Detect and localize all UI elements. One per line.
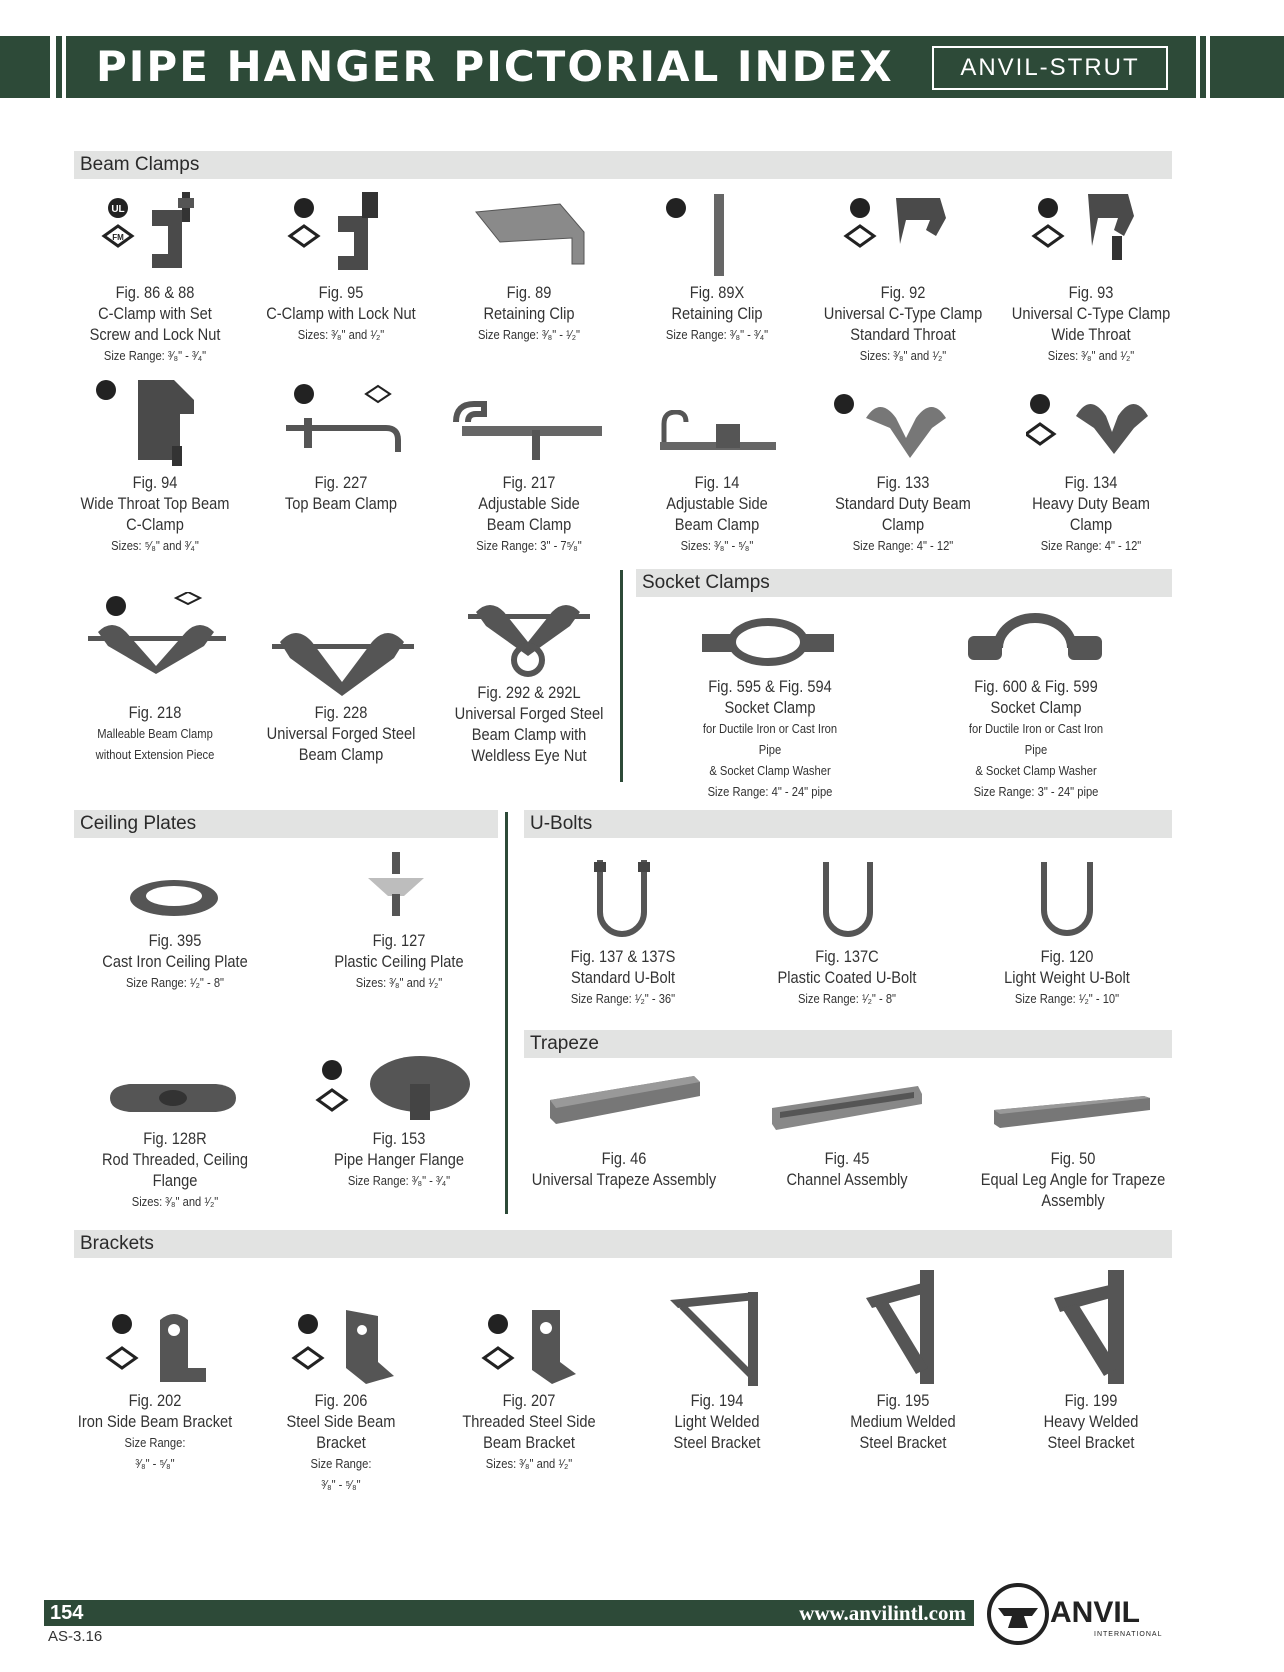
fig-600-caption: Fig. 600 & Fig. 599 Socket Clamp for Ductile Iron or Cast Iron Pipe & Socket Clamp Washer Size Range: 3" - 24" pipe bbox=[968, 677, 1104, 799]
fig-207-caption: Fig. 207 Threaded Steel Side Beam Bracket Sizes: ³⁄₈" and ¹⁄₂" bbox=[462, 1391, 596, 1471]
rod-threaded-ceiling-flange-image bbox=[106, 1080, 240, 1116]
banner-stripe bbox=[62, 36, 66, 98]
fig-14-caption: Fig. 14 Adjustable Side Beam Clamp Sizes: ³⁄₈" - ⁵⁄₈" bbox=[666, 473, 768, 553]
fig-199-caption: Fig. 199 Heavy Welded Steel Bracket bbox=[1043, 1391, 1139, 1452]
standard-u-bolt-image bbox=[590, 856, 654, 942]
svg-text:ANVIL: ANVIL bbox=[1050, 1596, 1140, 1629]
section-header-socket-clamps: Socket Clamps bbox=[636, 569, 1172, 597]
retaining-clip-image bbox=[468, 202, 588, 268]
universal-forged-steel-beam-clamp-image bbox=[268, 624, 418, 700]
fig-127-caption: Fig. 127 Plastic Ceiling Plate Sizes: ³⁄₈" and ¹⁄₂" bbox=[334, 931, 464, 990]
adjustable-side-beam-clamp-14-image bbox=[650, 410, 780, 466]
universal-trapeze-assembly-image bbox=[548, 1074, 702, 1130]
fig-292-caption: Fig. 292 & 292L Universal Forged Steel Beam Clamp with Weldless Eye Nut bbox=[454, 683, 604, 765]
divider bbox=[620, 570, 623, 782]
standard-duty-beam-clamp-image bbox=[830, 388, 970, 468]
malleable-beam-clamp-image bbox=[84, 592, 230, 682]
header-banner bbox=[0, 36, 1284, 98]
retaining-clip-x-image bbox=[654, 192, 744, 276]
c-clamp-set-screw-image bbox=[96, 192, 208, 274]
svg-text:INTERNATIONAL: INTERNATIONAL bbox=[1094, 1631, 1163, 1638]
fig-228-caption: Fig. 228 Universal Forged Steel Beam Clamp bbox=[266, 703, 416, 764]
banner-stripe bbox=[50, 36, 56, 98]
section-header-ceiling-plates: Ceiling Plates bbox=[74, 810, 498, 838]
fig-137-caption: Fig. 137 & 137S Standard U-Bolt Size Range: ¹⁄₂" - 36" bbox=[570, 947, 676, 1006]
fig-194-caption: Fig. 194 Light Welded Steel Bracket bbox=[673, 1391, 761, 1452]
fig-46-caption: Fig. 46 Universal Trapeze Assembly bbox=[531, 1149, 717, 1189]
divider bbox=[505, 812, 508, 1214]
wide-throat-top-beam-clamp-image bbox=[92, 374, 212, 466]
fig-217-caption: Fig. 217 Adjustable Side Beam Clamp Size Range: 3" - 7⁵⁄₈" bbox=[476, 473, 582, 553]
pipe-hanger-flange-image bbox=[310, 1054, 474, 1126]
footer-bar bbox=[44, 1600, 974, 1626]
iron-side-beam-bracket-image bbox=[100, 1308, 210, 1388]
section-header-brackets: Brackets bbox=[74, 1230, 1172, 1258]
fig-218-caption: Fig. 218 Malleable Beam Clamp without Extension Piece bbox=[95, 703, 215, 762]
channel-assembly-image bbox=[770, 1084, 924, 1134]
fig-227-caption: Fig. 227 Top Beam Clamp bbox=[284, 473, 398, 513]
fig-133-caption: Fig. 133 Standard Duty Beam Clamp Size Range: 4" - 12" bbox=[835, 473, 971, 553]
universal-c-clamp-wide-image bbox=[1026, 192, 1142, 274]
svg-text:FM: FM bbox=[112, 233, 124, 242]
ul-listed-mark bbox=[108, 198, 128, 218]
cast-iron-ceiling-plate-image bbox=[126, 876, 222, 920]
plastic-coated-u-bolt-image bbox=[818, 860, 878, 942]
light-welded-steel-bracket-image bbox=[668, 1290, 768, 1386]
threaded-steel-side-beam-bracket-image bbox=[476, 1308, 586, 1388]
top-beam-clamp-image bbox=[282, 378, 412, 466]
heavy-duty-beam-clamp-image bbox=[1026, 388, 1156, 468]
fig-137c-caption: Fig. 137C Plastic Coated U-Bolt Size Range: ¹⁄₂" - 8" bbox=[777, 947, 917, 1006]
section-header-beam-clamps: Beam Clamps bbox=[74, 151, 1172, 179]
fig-86-caption: Fig. 86 & 88 C-Clamp with Set Screw and Lock Nut Size Range: ³⁄₈" - ³⁄₄" bbox=[89, 283, 221, 363]
fig-206-caption: Fig. 206 Steel Side Beam Bracket Size Range: ³⁄₈" - ⁵⁄₈" bbox=[286, 1391, 396, 1492]
fig-595-caption: Fig. 595 & Fig. 594 Socket Clamp for Ductile Iron or Cast Iron Pipe & Socket Clamp Washer Size Range: 4" - 24" pipe bbox=[702, 677, 838, 799]
fig-89x-caption: Fig. 89X Retaining Clip Size Range: ³⁄₈" - ³⁄₄" bbox=[665, 283, 769, 342]
fig-95-caption: Fig. 95 C-Clamp with Lock Nut Sizes: ³⁄₈" and ¹⁄₂" bbox=[266, 283, 416, 342]
fig-202-caption: Fig. 202 Iron Side Beam Bracket Size Range: ³⁄₈" - ⁵⁄₈" bbox=[77, 1391, 233, 1471]
equal-leg-angle-image bbox=[992, 1094, 1152, 1134]
adjustable-side-beam-clamp-image bbox=[452, 400, 608, 462]
fig-93-caption: Fig. 93 Universal C-Type Clamp Wide Throat Sizes: ³⁄₈" and ¹⁄₂" bbox=[1011, 283, 1171, 363]
banner-stripe bbox=[1206, 36, 1210, 98]
c-clamp-lock-nut-image bbox=[282, 192, 394, 274]
fig-45-caption: Fig. 45 Channel Assembly bbox=[786, 1149, 908, 1189]
socket-clamp-595-image bbox=[700, 614, 836, 670]
page-number: 154 bbox=[50, 1602, 84, 1624]
banner-stripe bbox=[1196, 36, 1200, 98]
document-code: AS-3.16 bbox=[48, 1628, 103, 1645]
fig-128r-caption: Fig. 128R Rod Threaded, Ceiling Flange Sizes: ³⁄₈" and ¹⁄₂" bbox=[101, 1129, 249, 1209]
plastic-ceiling-plate-image bbox=[364, 852, 428, 924]
medium-welded-steel-bracket-image bbox=[864, 1268, 944, 1386]
fm-approved-mark bbox=[104, 226, 132, 246]
page-title: PIPE HANGER PICTORIAL INDEX bbox=[96, 42, 894, 91]
fig-94-caption: Fig. 94 Wide Throat Top Beam C-Clamp Sizes: ⁵⁄₈" and ³⁄₄" bbox=[80, 473, 230, 553]
fig-92-caption: Fig. 92 Universal C-Type Clamp Standard Throat Sizes: ³⁄₈" and ¹⁄₂" bbox=[823, 283, 983, 363]
section-header-trapeze: Trapeze bbox=[524, 1030, 1172, 1058]
beam-clamp-weldless-eye-nut-image bbox=[466, 600, 592, 680]
light-weight-u-bolt-image bbox=[1036, 860, 1098, 944]
fig-134-caption: Fig. 134 Heavy Duty Beam Clamp Size Range: 4" - 12" bbox=[1032, 473, 1150, 553]
section-header-u-bolts: U-Bolts bbox=[524, 810, 1172, 838]
website-link[interactable]: www.anvilintl.com bbox=[799, 1601, 966, 1625]
fig-120-caption: Fig. 120 Light Weight U-Bolt Size Range: ¹⁄₂" - 10" bbox=[1004, 947, 1130, 1006]
brand-logo: ANVIL-STRUT bbox=[932, 46, 1168, 90]
fig-50-caption: Fig. 50 Equal Leg Angle for Trapeze Assembly bbox=[980, 1149, 1166, 1210]
socket-clamp-600-image bbox=[968, 608, 1102, 670]
fig-89-caption: Fig. 89 Retaining Clip Size Range: ³⁄₈" - ¹⁄₂" bbox=[477, 283, 581, 342]
fig-153-caption: Fig. 153 Pipe Hanger Flange Size Range: ³⁄₈" - ³⁄₄" bbox=[333, 1129, 465, 1188]
svg-text:UL: UL bbox=[111, 204, 125, 215]
fig-395-caption: Fig. 395 Cast Iron Ceiling Plate Size Range: ¹⁄₂" - 8" bbox=[102, 931, 248, 990]
anvil-logo bbox=[986, 1582, 1172, 1646]
steel-side-beam-bracket-image bbox=[286, 1308, 396, 1388]
universal-c-clamp-standard-image bbox=[838, 192, 954, 274]
heavy-welded-steel-bracket-image bbox=[1052, 1268, 1132, 1386]
fig-195-caption: Fig. 195 Medium Welded Steel Bracket bbox=[850, 1391, 956, 1452]
